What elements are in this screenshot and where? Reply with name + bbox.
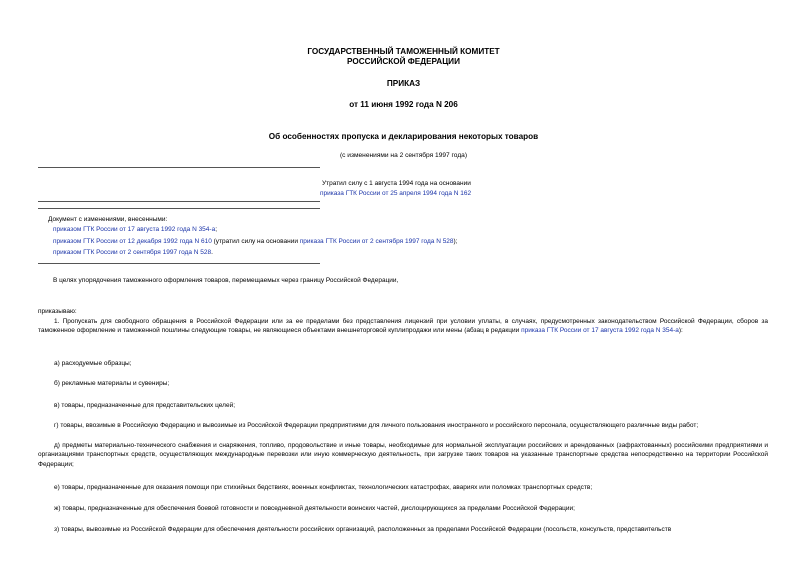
document-date-number: от 11 июня 1992 года N 206 <box>349 100 458 109</box>
changes-heading: Документ с изменениями, внесенными: <box>48 216 168 223</box>
list-item-d: д) предметы материально-технического снабжения и снаряжения, топливо, продовольствие и иные товары, необходимые для нормальной эксплуатации российских и арендованных (зафрахтованных) российскими предприятиями и организациями транспортных средств, осуществляющих международные перевозки или иную коммерческую деятельность, при загрузке таких товаров на указанные транспортные средства непосредственно на территории Российской Федерации; <box>38 442 768 468</box>
paragraph-1: 1. Пропускать для свободного обращения в Российской Федерации или за ее пределами без представления лицензий при условии уплаты, в случаях, предусмотренных законодательством Российской Федерации, сборов за таможенное оформление и таможенной пошлины следующие товары, не являющиеся объектами внешнеторговой куплипродажи или мены (абзац в редакции приказа ГТК России от 17 августа 1992 года N 354-а): <box>38 318 768 335</box>
divider <box>38 208 320 209</box>
list-item-b: б) рекламные материалы и сувениры; <box>54 380 170 387</box>
change-link[interactable]: приказом ГТК России от 12 декабря 1992 года N 610 <box>53 238 212 245</box>
list-item-z: з) товары, вывозимые из Российской Федерации для обеспечения деятельности российских организаций, расположенных за пределами Российской Федерации (посольств, консульств, представительств <box>54 526 672 533</box>
preamble: В целях упорядочения таможенного оформления товаров, перемещаемых через границу Российской Федерации, <box>53 277 399 284</box>
p1-link[interactable]: приказа ГТК России от 17 августа 1992 года N 354-а <box>521 327 679 335</box>
changes-item: приказом ГТК России от 2 сентября 1997 года N 528. <box>53 249 213 256</box>
status-link[interactable]: приказа ГТК России от 25 апреля 1994 года N 162 <box>320 190 472 197</box>
divider <box>38 201 320 202</box>
list-item-zh: ж) товары, предназначенные для обеспечения боевой готовности и повседневной деятельности воинских частей, дислоцирующихся за пределами Российской Федерации; <box>54 505 575 512</box>
divider <box>38 263 320 264</box>
divider <box>38 167 320 168</box>
list-item-g: г) товары, ввозимые в Российскую Федерацию и вывозимые из Российской Федерации предприятиями для личного пользования иностранного и российского персонала, осуществляющего различные виды работ; <box>54 422 699 429</box>
list-item-a: а) расходуемые образцы; <box>54 360 132 367</box>
issuer-line-1: ГОСУДАРСТВЕННЫЙ ТАМОЖЕННЫЙ КОМИТЕТ <box>307 47 500 56</box>
document-title: Об особенностях пропуска и декларирования некоторых товаров <box>268 132 539 141</box>
status-text: Утратил силу с 1 августа 1994 года на основании <box>322 180 471 187</box>
order-word: приказываю: <box>38 308 77 315</box>
issuer-line-2: РОССИЙСКОЙ ФЕДЕРАЦИИ <box>347 57 460 66</box>
change-link[interactable]: приказом ГТК России от 17 августа 1992 года N 354-а <box>53 226 216 233</box>
list-item-e: е) товары, предназначенные для оказания помощи при стихийных бедствиях, военных конфликтах, технологических катастрофах, авариях или поломках транспортных средств; <box>54 484 593 491</box>
changes-item: приказом ГТК России от 17 августа 1992 года N 354-а; <box>53 226 218 233</box>
change-link[interactable]: приказом ГТК России от 2 сентября 1997 года N 528 <box>53 249 212 256</box>
change-link[interactable]: приказа ГТК России от 2 сентября 1997 года N 528 <box>299 238 454 245</box>
amendment-note: (с изменениями на 2 сентября 1997 года) <box>339 152 468 159</box>
list-item-v: в) товары, предназначенные для представительских целей; <box>54 402 236 409</box>
changes-item: приказом ГТК России от 12 декабря 1992 года N 610 (утратил силу на основании приказа ГТК России от 2 сентября 1997 года N 528); <box>53 238 458 245</box>
document-type: ПРИКАЗ <box>386 79 421 88</box>
